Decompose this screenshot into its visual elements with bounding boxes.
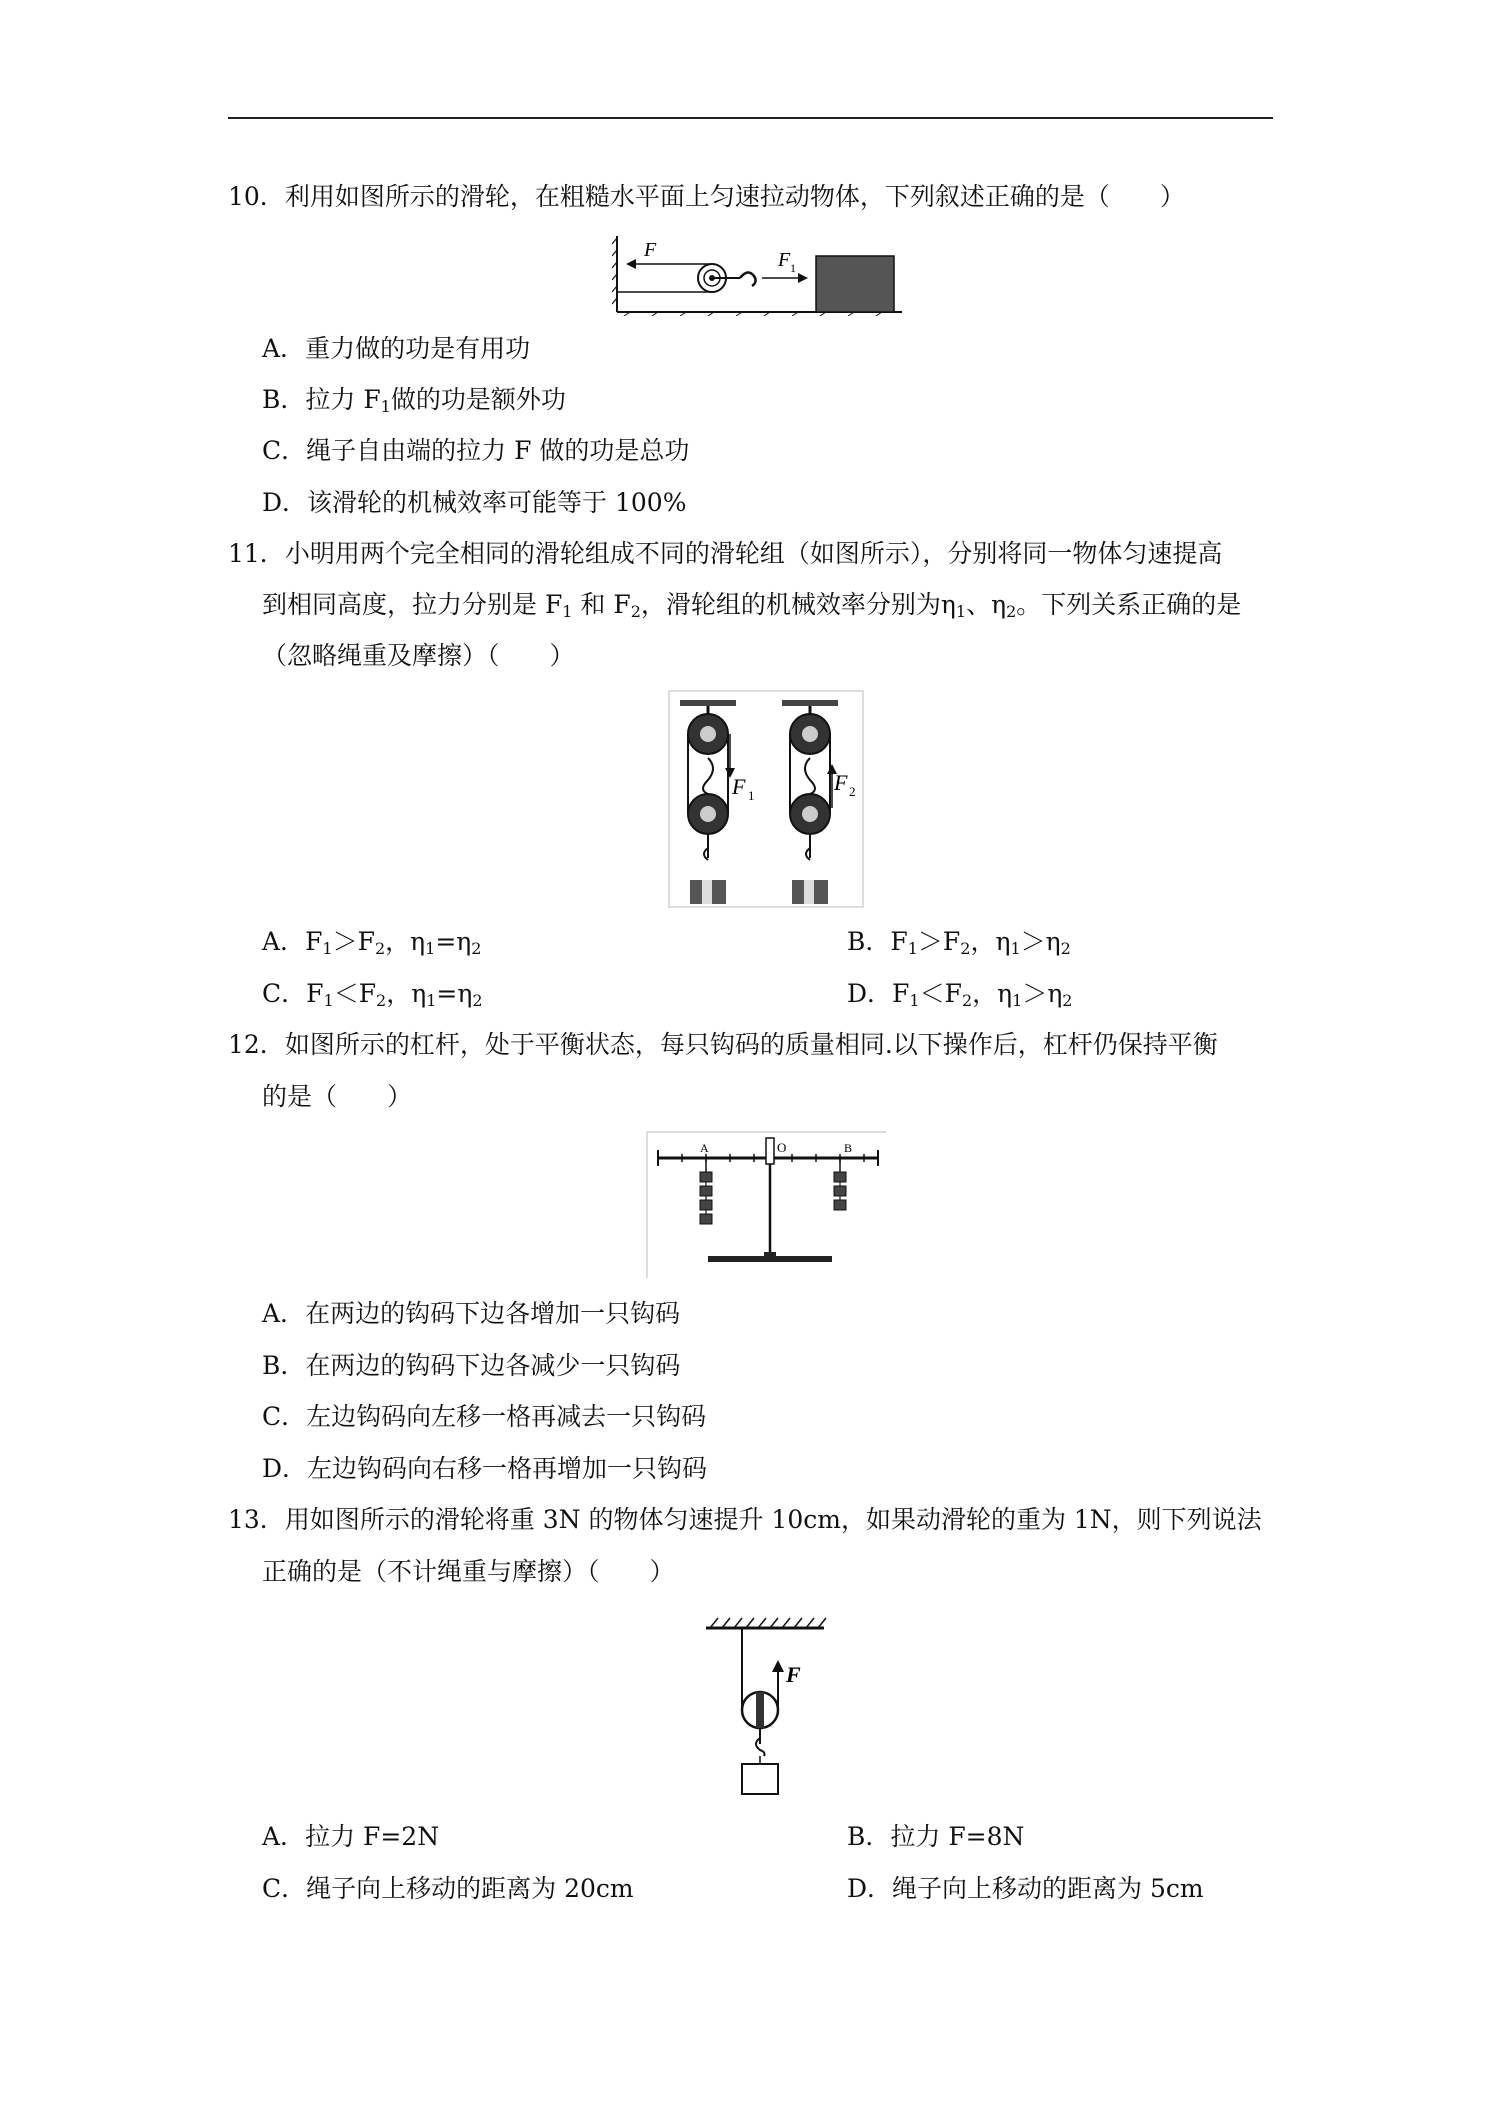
q10-option-a[interactable]: A．重力做的功是有用功 (262, 334, 531, 363)
q13-option-c[interactable]: C．绳子向上移动的距离为 20cm (262, 1874, 634, 1903)
q12-option-d[interactable]: D．左边钩码向右移一格再增加一只钩码 (262, 1454, 708, 1483)
svg-text:F: F (644, 239, 657, 261)
header-rule (228, 117, 1273, 119)
question-10-stem: 10．利用如图所示的滑轮，在粗糙水平面上匀速拉动物体，下列叙述正确的是（ ） (228, 182, 1185, 211)
svg-text:B: B (844, 1141, 853, 1155)
question-13-stem-line2: 正确的是（不计绳重与摩擦）（ ） (262, 1557, 675, 1586)
q13-option-a[interactable]: A．拉力 F=2N (262, 1822, 440, 1851)
q12-option-c[interactable]: C．左边钩码向左移一格再减去一只钩码 (262, 1402, 707, 1431)
q10-option-c[interactable]: C．绳子自由端的拉力 F 做的功是总功 (262, 436, 690, 465)
svg-text:2: 2 (849, 784, 856, 799)
question-11-stem-line2: 到相同高度，拉力分别是 $F_1$ 和 $F_2$，滑轮组的机械效率分别为$\eta_1$、$\eta_2$。下列关系正确的是 (262, 590, 1242, 621)
question-13-stem-line1: 13．用如图所示的滑轮将重 3N 的物体匀速提升 10cm，如果动滑轮的重为 1N，则下列说法 (228, 1505, 1262, 1534)
q11-option-b[interactable]: B．$F_1>F_2$，$\eta_1>\eta_2$ (847, 927, 1071, 958)
q12-option-b[interactable]: B．在两边的钩码下边各减少一只钩码 (262, 1351, 681, 1380)
q12-lever-figure (646, 1128, 886, 1283)
q13-option-b[interactable]: B．拉力 F=8N (847, 1822, 1025, 1851)
q13-option-d[interactable]: D．绳子向上移动的距离为 5cm (847, 1874, 1204, 1903)
q12-option-a[interactable]: A．在两边的钩码下边各增加一只钩码 (262, 1299, 681, 1328)
svg-text:F: F (732, 774, 746, 799)
q11-option-c[interactable]: C．$F_1<F_2$，$\eta_1=\eta_2$ (262, 979, 483, 1010)
svg-text:F: F (778, 249, 791, 271)
question-11-stem-line3: （忽略绳重及摩擦）（ ） (262, 641, 575, 670)
svg-text:O: O (777, 1140, 787, 1155)
svg-text:A: A (700, 1141, 709, 1155)
q11-option-d[interactable]: D．$F_1<F_2$，$\eta_1>\eta_2$ (847, 979, 1073, 1010)
q10-option-d[interactable]: D．该滑轮的机械效率可能等于 100% (262, 488, 687, 517)
svg-text:1: 1 (790, 261, 796, 275)
svg-text:F: F (834, 770, 848, 795)
q11-pulley-blocks-figure (668, 690, 864, 908)
q10-option-b[interactable]: B．拉力 $F_1$做的功是额外功 (262, 385, 566, 416)
question-12-stem-line1: 12．如图所示的杠杆，处于平衡状态，每只钩码的质量相同.以下操作后，杠杆仍保持平衡 (228, 1030, 1218, 1059)
question-11-stem-line1: 11．小明用两个完全相同的滑轮组成不同的滑轮组（如图所示），分别将同一物体匀速提高 (228, 539, 1223, 568)
q10-pulley-figure (612, 228, 912, 316)
question-12-stem-line2: 的是（ ） (262, 1082, 413, 1111)
q13-movable-pulley-figure (700, 1614, 830, 1804)
svg-text:F: F (786, 1662, 801, 1687)
q11-option-a[interactable]: A．$F_1>F_2$，$\eta_1=\eta_2$ (262, 927, 482, 958)
svg-text:1: 1 (748, 788, 755, 803)
